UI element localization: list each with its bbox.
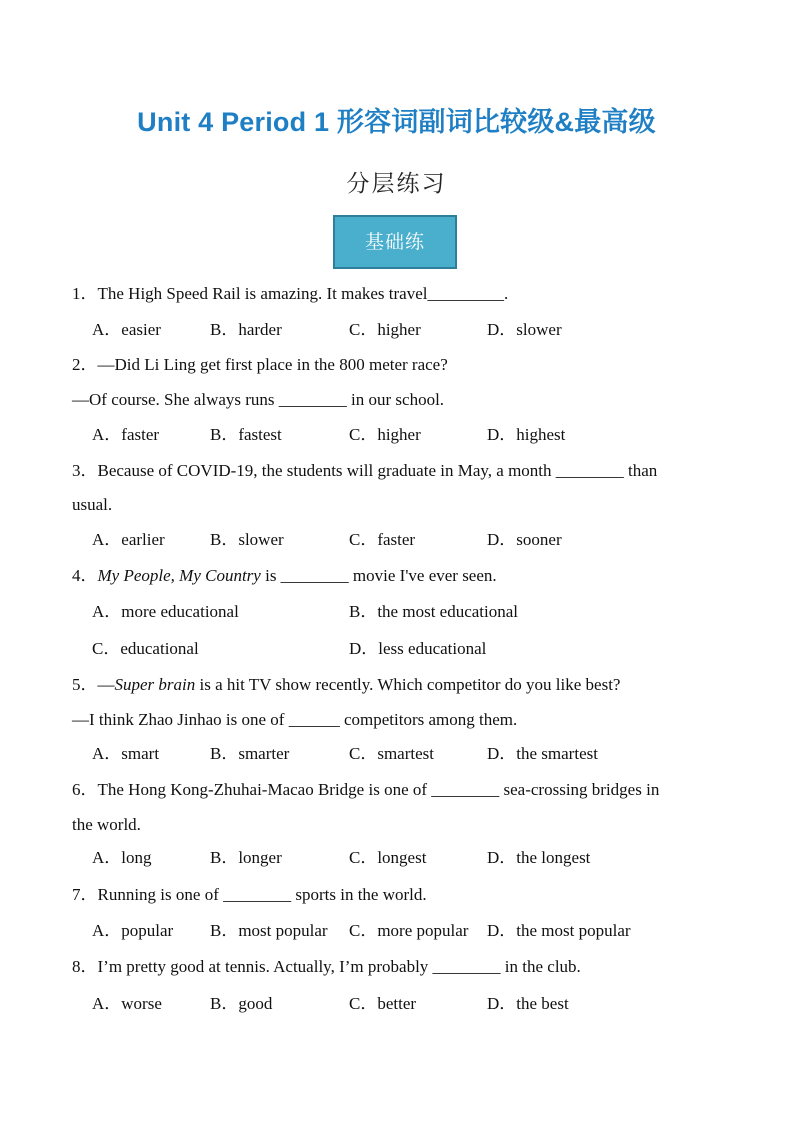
question-1-stem: 1．The High Speed Rail is amazing. It makes travel_________.	[72, 284, 509, 303]
question-7-option-b: B．most popular	[210, 921, 328, 940]
question-7-stem: 7．Running is one of ________ sports in the world.	[72, 885, 427, 904]
question-7-option-c: C．more popular	[349, 921, 469, 940]
question-1-option-d: D．slower	[487, 320, 562, 339]
question-5-option-b: B．smarter	[210, 744, 290, 763]
question-6-option-a: A．long	[92, 848, 152, 867]
question-4-option-c: C．educational	[92, 639, 199, 658]
section-badge: 基础练	[333, 215, 457, 269]
question-3-option-a: A．earlier	[92, 530, 165, 549]
question-6-option-c: C．longest	[349, 848, 427, 867]
question-5-option-c: C．smartest	[349, 744, 434, 763]
page-title: Unit 4 Period 1 形容词副词比较级&最高级	[137, 107, 656, 137]
question-8-option-d: D．the best	[487, 994, 569, 1013]
question-4-number: 4．	[72, 566, 98, 585]
question-2-stem-line-2: —Of course. She always runs ________ in our school.	[72, 390, 445, 409]
question-3-option-b: B．slower	[210, 530, 284, 549]
question-5-option-a: A．smart	[92, 744, 160, 763]
question-5-option-d: D．the smartest	[487, 744, 598, 763]
question-3-option-c: C．faster	[349, 530, 416, 549]
question-4-option-d: D．less educational	[349, 639, 487, 658]
question-8-option-c: C．better	[349, 994, 417, 1013]
question-3-option-d: D．sooner	[487, 530, 562, 549]
question-2-option-b: B．fastest	[210, 425, 282, 444]
question-6-stem-line-2: the world.	[72, 815, 141, 834]
question-2-stem: 2．—Did Li Ling get first place in the 800 meter race?	[72, 355, 448, 374]
question-8-stem: 8．I’m pretty good at tennis. Actually, I’m probably ________ in the club.	[72, 957, 581, 976]
question-1-option-c: C．higher	[349, 320, 421, 339]
question-4-option-b: B．the most educational	[349, 602, 519, 621]
question-4-italic-title: My People, My Country	[97, 566, 261, 585]
question-6-stem: 6．The Hong Kong-Zhuhai-Macao Bridge is one of ________ sea-crossing bridges in	[72, 780, 660, 799]
question-5-stem-line-2: —I think Zhao Jinhao is one of ______ competitors among them.	[72, 710, 518, 729]
question-7-option-a: A．popular	[92, 921, 174, 940]
question-2-option-d: D．highest	[487, 425, 566, 444]
question-1-option-a: A．easier	[92, 320, 161, 339]
question-2-option-a: A．faster	[92, 425, 160, 444]
question-4-stem	[72, 566, 497, 586]
question-5-number: 5．—	[72, 675, 115, 694]
question-8-option-a: A．worse	[92, 994, 162, 1013]
question-6-option-b: B．longer	[210, 848, 282, 867]
question-3-stem: 3．Because of COVID-19, the students will graduate in May, a month ________ than	[72, 461, 658, 480]
question-8-option-b: B．good	[210, 994, 273, 1013]
question-3-stem-line-2: usual.	[72, 495, 113, 514]
question-4-stem-rest: is ________ movie I've ever seen.	[260, 566, 497, 585]
question-5-stem	[72, 675, 620, 695]
page-subtitle: 分层练习	[346, 171, 447, 197]
question-5-stem-rest: is a hit TV show recently. Which competitor do you like best?	[195, 675, 621, 694]
question-7-option-d: D．the most popular	[487, 921, 631, 940]
question-2-option-c: C．higher	[349, 425, 421, 444]
question-1-option-b: B．harder	[210, 320, 282, 339]
question-5-italic-title: Super brain	[114, 675, 196, 694]
question-6-option-d: D．the longest	[487, 848, 591, 867]
question-4-option-a: A．more educational	[92, 602, 239, 621]
